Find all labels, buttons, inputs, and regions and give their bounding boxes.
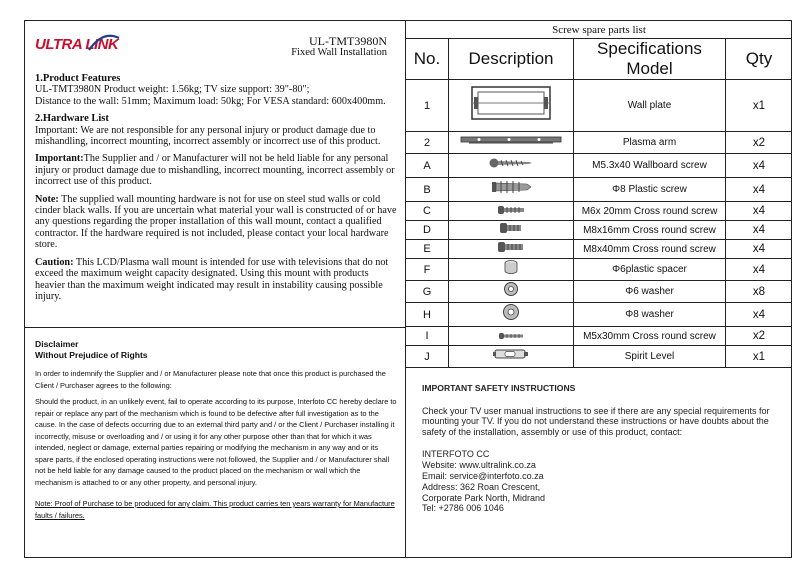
- part-qty: x4: [726, 259, 793, 281]
- table-row: [406, 346, 792, 368]
- plastic-anchor-icon: [489, 179, 533, 195]
- brand-logo: [35, 34, 119, 56]
- part-no: F: [406, 259, 449, 281]
- part-spec: Plasma arm: [574, 132, 726, 154]
- features-line-2: Distance to the wall: 51mm; Maximum load: 50kg; For VESA standard: 600x400mm.: [35, 95, 386, 107]
- disclaimer-section: [35, 339, 397, 526]
- parts-list-title: Screw spare parts list: [406, 21, 792, 39]
- logo-text: ULTRA LINK: [35, 36, 119, 53]
- telephone: Tel: +2786 006 1046: [422, 503, 504, 514]
- washer-icon: [503, 281, 519, 297]
- part-no: H: [406, 303, 449, 327]
- screw-icon: [496, 241, 526, 253]
- part-qty: x2: [726, 132, 793, 154]
- safety-heading: IMPORTANT SAFETY INSTRUCTIONS: [422, 383, 576, 393]
- caution-text: This LCD/Plasma wall mount is intended for use with televisions that do not exceed the maximum weight capacity designated. Using this mount with products heavier than the maximum weight indicated may result in instability causing possible injury.: [35, 256, 389, 302]
- header-qty: Qty: [726, 39, 793, 80]
- screw-icon: [497, 332, 525, 340]
- part-spec: M8x40mm Cross round screw: [574, 240, 726, 259]
- washer-icon: [502, 303, 520, 321]
- part-no: G: [406, 281, 449, 303]
- parts-table: [406, 39, 792, 368]
- part-no: D: [406, 221, 449, 240]
- table-row: [406, 154, 792, 178]
- table-row: [406, 202, 792, 221]
- part-spec: Φ8 washer: [574, 303, 726, 327]
- part-qty: x4: [726, 154, 793, 178]
- important-text: The Supplier and / or Manufacturer will not be held liable for any personal injury or product damage due to mishandling, incorrect mounting, incorrect assembly or incorrect use of this product.: [35, 153, 395, 188]
- table-row: [406, 259, 792, 281]
- table-row: [406, 303, 792, 327]
- parts-header-row: [406, 39, 792, 80]
- part-spec: M5x30mm Cross round screw: [574, 327, 726, 346]
- disclaimer-subheading: Without Prejudice of Rights: [35, 350, 148, 360]
- part-spec: Φ8 Plastic screw: [574, 178, 726, 202]
- email-link[interactable]: Email: service@interfoto.co.za: [422, 470, 544, 481]
- part-spec: Φ6plastic spacer: [574, 259, 726, 281]
- table-row: [406, 132, 792, 154]
- table-row: [406, 178, 792, 202]
- part-qty: x1: [726, 80, 793, 132]
- features-line-1: UL-TMT3980N Product weight: 1.56kg; TV size support: 39"-80";: [35, 84, 310, 96]
- spacer-icon: [502, 259, 520, 275]
- important-paragraph: [35, 153, 400, 187]
- address-line-2: Corporate Park North, Midrand: [422, 492, 546, 503]
- right-column: [406, 21, 792, 557]
- header-no: No.: [406, 39, 449, 80]
- part-no: E: [406, 240, 449, 259]
- contact-info: [422, 449, 786, 514]
- part-no: J: [406, 346, 449, 368]
- screw-icon: [496, 205, 526, 215]
- table-row: [406, 327, 792, 346]
- table-row: [406, 281, 792, 303]
- safety-instructions: [422, 383, 786, 514]
- logo-swoosh-icon: [87, 32, 121, 54]
- note-text: The supplied wall mounting hardware is not for use on steel stud walls or cold cinder black walls. If you are uncertain what material your wall is constructed of or have any questions regarding the proper installation of this wall mount, contact a qualified contractor. If the hardware required is not included, please contact your local hardware store.: [35, 193, 397, 251]
- header-specifications: Specifications Model: [574, 39, 726, 80]
- table-row: [406, 240, 792, 259]
- section-divider: [25, 327, 406, 328]
- part-spec: Wall plate: [574, 80, 726, 132]
- note-label: Note:: [35, 193, 59, 205]
- wallboard-screw-icon: [489, 156, 533, 170]
- part-no: 1: [406, 80, 449, 132]
- warranty-note: Note: Proof of Purchase to be produced for any claim. This product carries ten years warranty for Manufacture faults / failures.: [35, 499, 395, 520]
- header-description: Description: [449, 39, 574, 80]
- part-no: B: [406, 178, 449, 202]
- disclaimer-paragraph-1: In order to indemnify the Supplier and / or Manufacturer please note that once this product is purchased the Client / Purchaser agrees to the following:: [35, 369, 386, 390]
- part-qty: x4: [726, 202, 793, 221]
- part-qty: x4: [726, 178, 793, 202]
- disclaimer-heading: Disclaimer: [35, 339, 79, 349]
- table-row: [406, 80, 792, 132]
- features-heading: 1.Product Features: [35, 73, 121, 84]
- caution-paragraph: [35, 257, 400, 303]
- product-info: [35, 73, 400, 308]
- manual-sheet: [24, 20, 792, 558]
- part-qty: x4: [726, 240, 793, 259]
- disclaimer-paragraph-2: Should the product, in an unlikely event, fail to operate according to its purpose, Interfoto CC hereby declare to repair or replace any part of the mechanism which is found to be defective after full investigation as to the cause. In the case of defects occurring due to an external third party and / or the Client / Purchaser installing it incorrectly, misuse or overloading and / or using it for any other purpose other than that for which it was intended, neglect or damage, external parties repairing or modifying the mechanism in any way and or its spare parts, if the enclosed operating instructions were not followed, the Supplier and / or Manufacturer shall not be held liable for any damage caused to the product placed on the mechanism or wall which the mechanism is attached to or any other property, and personal injury.: [35, 397, 397, 487]
- installation-subtitle: Fixed Wall Installation: [291, 47, 387, 58]
- note-paragraph: [35, 194, 400, 251]
- caution-label: Caution:: [35, 256, 74, 268]
- screw-icon: [498, 222, 524, 234]
- part-qty: x4: [726, 303, 793, 327]
- part-qty: x1: [726, 346, 793, 368]
- plasma-arm-icon: [459, 133, 563, 147]
- website-link[interactable]: Website: www.ultralink.co.za: [422, 460, 536, 471]
- company-name: INTERFOTO CC: [422, 449, 490, 460]
- part-spec: M8x16mm Cross round screw: [574, 221, 726, 240]
- part-spec: M6x 20mm Cross round screw: [574, 202, 726, 221]
- part-spec: Φ6 washer: [574, 281, 726, 303]
- spirit-level-icon: [491, 346, 531, 362]
- address-line-1: Address: 362 Roan Crescent,: [422, 481, 541, 492]
- part-no: 2: [406, 132, 449, 154]
- important-label: Important:: [35, 153, 84, 165]
- part-no: I: [406, 327, 449, 346]
- part-spec: M5.3x40 Wallboard screw: [574, 154, 726, 178]
- part-no: A: [406, 154, 449, 178]
- model-number: UL-TMT3980N: [309, 34, 387, 48]
- safety-text: Check your TV user manual instructions to see if there are any special requirements for mounting your TV. If you do not understand these instructions or have doubts about the safety of the installation, assembly or use of this product, contact:: [422, 405, 770, 437]
- hardware-text: Important: We are not responsible for any personal injury or product damage due to mishandling, incorrect mounting, incorrect assembly or incorrect use of this product.: [35, 124, 381, 148]
- hardware-heading: 2.Hardware List: [35, 113, 109, 125]
- part-no: C: [406, 202, 449, 221]
- part-qty: x4: [726, 221, 793, 240]
- left-column: [25, 21, 406, 557]
- table-row: [406, 221, 792, 240]
- part-qty: x2: [726, 327, 793, 346]
- part-qty: x8: [726, 281, 793, 303]
- part-spec: Spirit Level: [574, 346, 726, 368]
- model-header: [291, 35, 387, 59]
- wall-plate-icon: [466, 83, 556, 123]
